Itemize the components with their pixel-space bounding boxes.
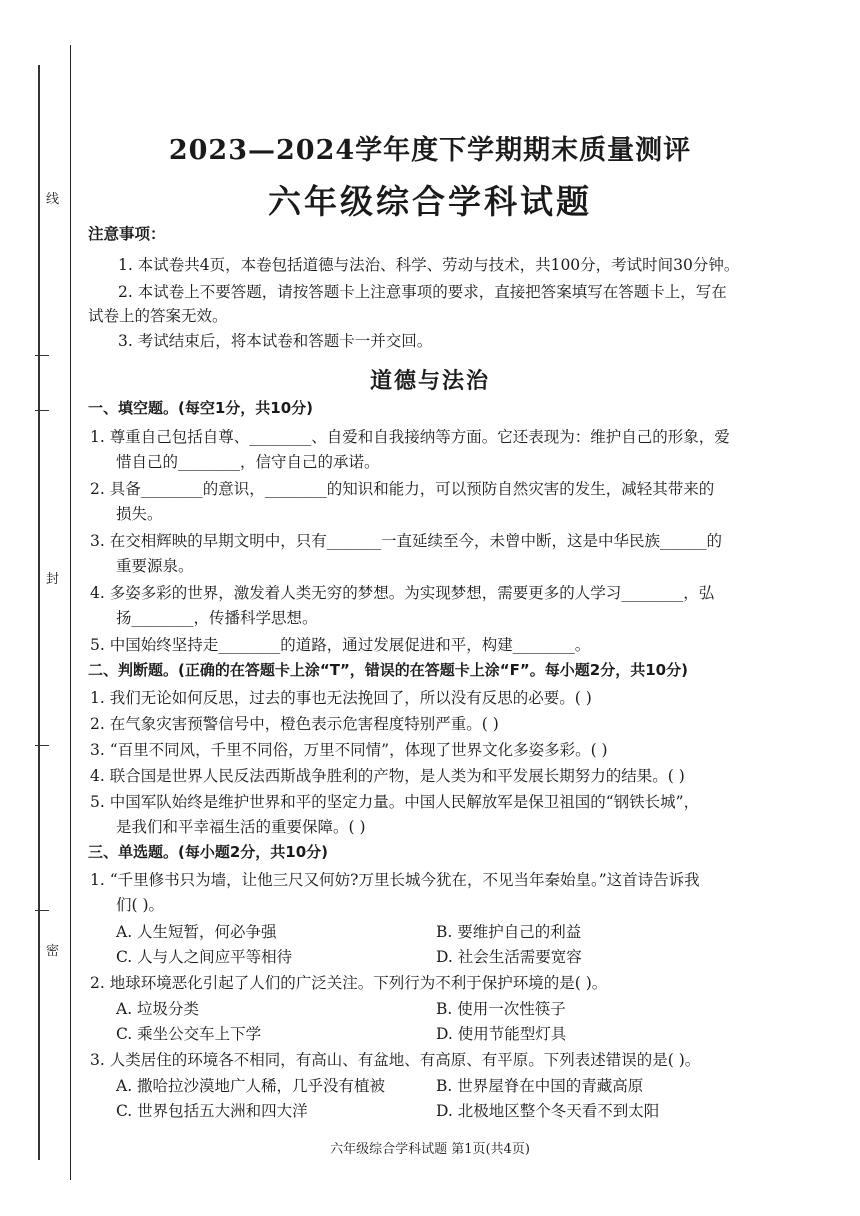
option-c: C. 人与人之间应平等相待 <box>116 948 293 966</box>
fill-heading: 一、填空题。(每空1分，共10分) <box>88 399 314 417</box>
judge-line: 3. “百里不同风，千里不同俗，万里不同情”，体现了世界文化多姿多彩。( ) <box>90 741 608 759</box>
binding-bracket <box>38 65 50 1160</box>
fill-line: 5. 中国始终坚持走________的道路，通过发展促进和平，构建________。 <box>90 636 591 654</box>
option-c: C. 乘坐公交车上下学 <box>116 1025 262 1043</box>
option-d: D. 北极地区整个冬天看不到太阳 <box>436 1102 660 1120</box>
option-d: D. 使用节能型灯具 <box>436 1025 567 1043</box>
exam-subtitle: 六年级综合学科试题 <box>268 182 592 221</box>
binding-tick <box>35 355 49 356</box>
page-footer: 六年级综合学科试题 第1页(共4页) <box>330 1142 530 1157</box>
fill-line: 3. 在交相辉映的早期文明中，只有_______一直延续至今，未曾中断，这是中华民族______的 <box>90 532 722 550</box>
binding-tick <box>35 745 49 746</box>
question-stem: 2. 地球环境恶化引起了人们的广泛关注。下列行为不利于保护环境的是( )。 <box>90 974 608 992</box>
question-stem: 1. “千里修书只为墙，让他三尺又何妨?万里长城今犹在，不见当年秦始皇。”这首诗告诉我 <box>90 871 700 889</box>
fill-line: 4. 多姿多彩的世界，激发着人类无穷的梦想。为实现梦想，需要更多的人学习________，弘 <box>90 584 715 602</box>
judge-line: 1. 我们无论如何反思，过去的事也无法挽回了，所以没有反思的必要。( ) <box>90 689 592 707</box>
option-b: B. 要维护自己的利益 <box>436 923 582 941</box>
option-c: C. 世界包括五大洲和四大洋 <box>116 1102 308 1120</box>
judge-line: 4. 联合国是世界人民反法西斯战争胜利的产物，是人类为和平发展长期努力的结果。( ) <box>90 767 685 785</box>
option-b: B. 世界屋脊在中国的青藏高原 <box>436 1077 644 1095</box>
binding-label-line: 线 <box>46 192 60 207</box>
question-stem: 3. 人类居住的环境各不相同，有高山、有盆地、有高原、有平原。下列表述错误的是( )。 <box>90 1051 701 1069</box>
binding-tick <box>35 910 49 911</box>
question-stem: 们( )。 <box>116 896 165 914</box>
section-title: 道德与法治 <box>369 368 490 394</box>
option-b: B. 使用一次性筷子 <box>436 1000 566 1018</box>
option-a: A. 人生短暂，何必争强 <box>116 923 277 941</box>
judge-heading: 二、判断题。(正确的在答题卡上涂“T”，错误的在答题卡上涂“F”。每小题2分，共10分) <box>88 661 688 679</box>
fill-line: 2. 具备________的意识，________的知识和能力，可以预防自然灾害的发生，减轻其带来的 <box>90 480 715 498</box>
fill-line: 惜自己的________，信守自己的承诺。 <box>116 453 380 471</box>
note-item: 试卷上的答案无效。 <box>88 307 228 325</box>
judge-line: 是我们和平幸福生活的重要保障。( ) <box>116 818 366 836</box>
fill-line: 1. 尊重自己包括自尊、________、自爱和自我接纳等方面。它还表现为：维护自己的形象，爱 <box>90 428 730 446</box>
notes-title: 注意事项： <box>88 224 166 243</box>
option-d: D. 社会生活需要宽容 <box>436 948 582 966</box>
fill-line: 损失。 <box>116 505 163 523</box>
fill-line: 扬________，传播科学思想。 <box>116 609 318 627</box>
option-a: A. 垃圾分类 <box>116 1000 200 1018</box>
binding-label-close: 密 <box>46 944 60 959</box>
exam-title: 2023—2024学年度下学期期末质量测评 <box>168 135 692 166</box>
choice-heading: 三、单选题。(每小题2分，共10分) <box>88 843 329 861</box>
note-item: 2. 本试卷上不要答题，请按答题卡上注意事项的要求，直接把答案填写在答题卡上，写在 <box>118 283 727 301</box>
note-item: 3. 考试结束后，将本试卷和答题卡一并交回。 <box>118 332 433 350</box>
note-item: 1. 本试卷共4页，本卷包括道德与法治、科学、劳动与技术，共100分，考试时间30分钟。 <box>118 256 740 274</box>
option-a: A. 撒哈拉沙漠地广人稀，几乎没有植被 <box>116 1077 386 1095</box>
binding-label-seal: 封 <box>46 572 60 587</box>
judge-line: 5. 中国军队始终是维护世界和平的坚定力量。中国人民解放军是保卫祖国的“钢铁长城”， <box>90 793 700 811</box>
binding-tick <box>35 410 49 411</box>
judge-line: 2. 在气象灾害预警信号中，橙色表示危害程度特别严重。( ) <box>90 715 499 733</box>
fill-line: 重要源泉。 <box>116 557 194 575</box>
